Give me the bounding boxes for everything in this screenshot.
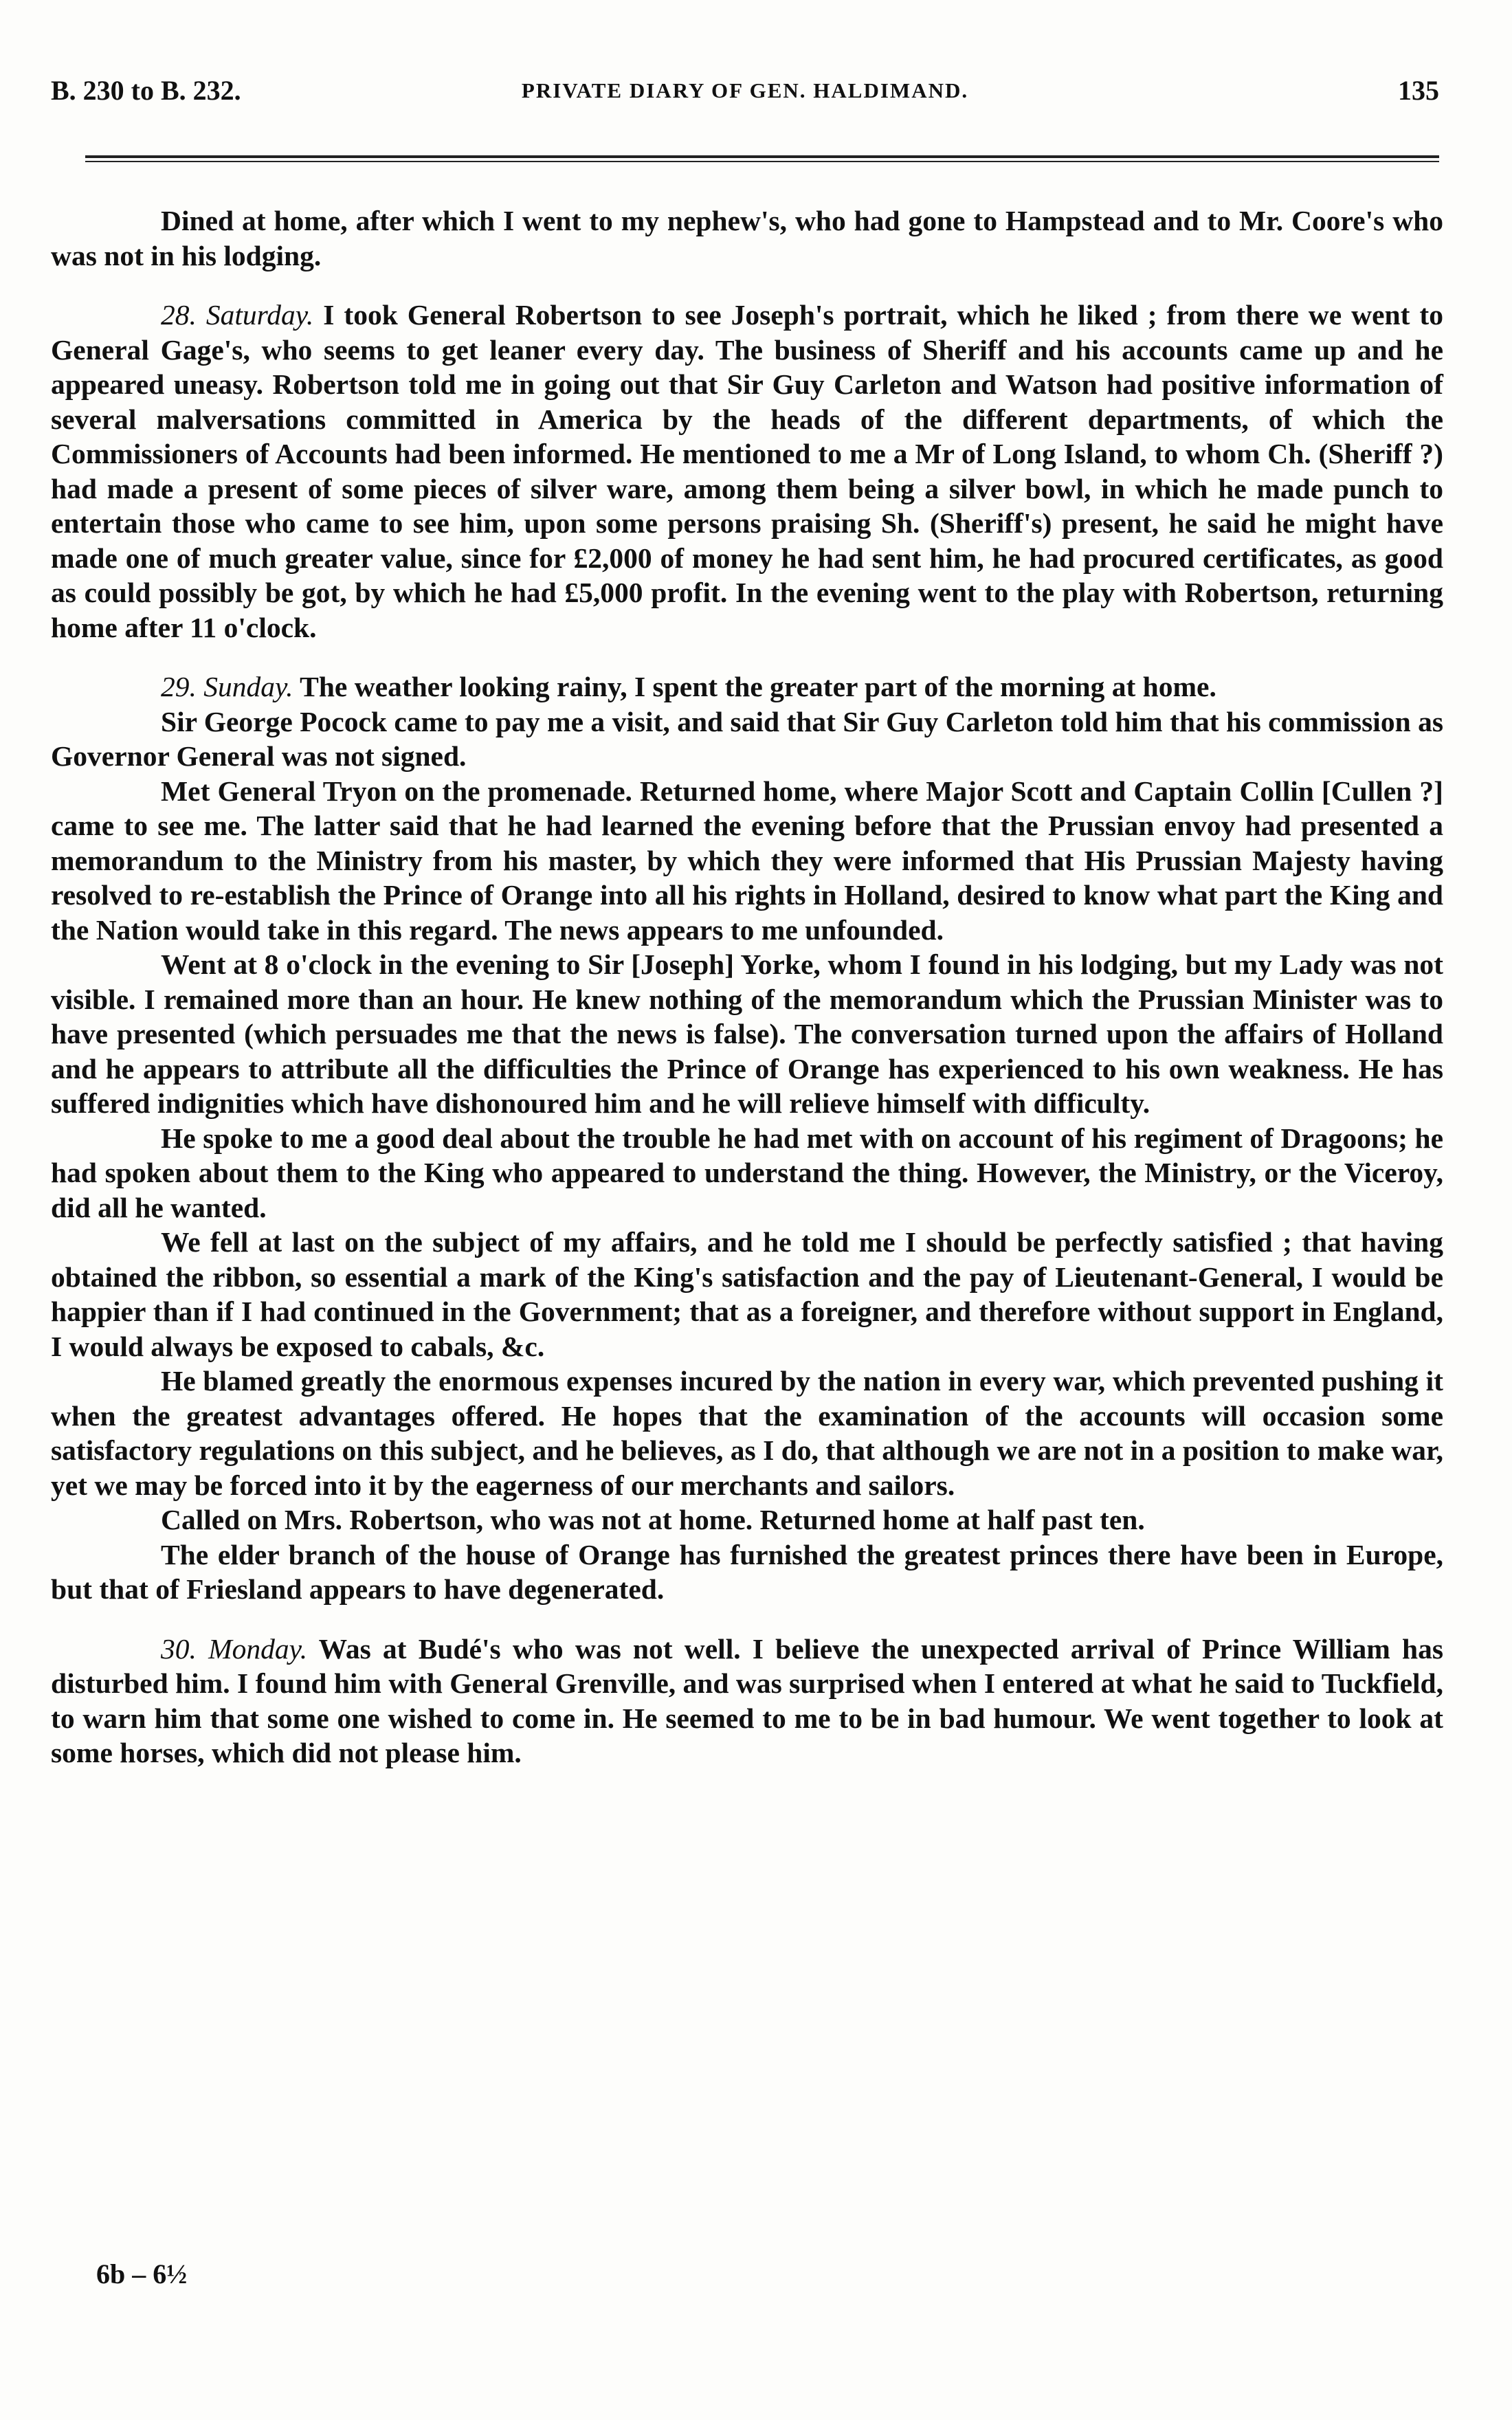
paragraph-text: Sir George Pocock came to pay me a visit, and said that Sir Guy Carleton told him that his commission as Governor General was not signed. xyxy=(51,705,1443,772)
page-header xyxy=(51,74,1439,115)
paragraph xyxy=(51,947,1443,1121)
entry-date: 29. Sunday. xyxy=(161,671,293,702)
paragraph xyxy=(51,1225,1443,1364)
paragraph-text: Dined at home, after which I went to my nephew's, who had gone to Hampstead and to Mr. Coore's who was not in his lodging. xyxy=(51,205,1443,271)
paragraph-text: The elder branch of the house of Orange has furnished the greatest princes there have been in Europe, but that of Friesland appears to have degenerated. xyxy=(51,1538,1443,1605)
paragraph-text: Went at 8 o'clock in the evening to Sir [Joseph] Yorke, whom I found in his lodging, but my Lady was not visible. I remained more than an hour. He knew nothing of the memorandum which the Prussian Minister was to have presented (which persuades me that the news is false). The conversation turned upon the affairs of Holland and he appears to attribute all the difficulties the Prince of Orange has experienced to his own weakness. He has suffered indignities which have dishonoured him and he will relieve himself with difficulty. xyxy=(51,948,1443,1119)
header-rule-thin xyxy=(85,161,1439,162)
paragraph-text: The weather looking rainy, I spent the greater part of the morning at home. xyxy=(293,671,1216,702)
paragraph-text: Met General Tryon on the promenade. Returned home, where Major Scott and Captain Collin [Cullen ?] came to see me. The latter said that he had learned the evening before that the Prussian envoy had presented a memorandum to the Ministry from his master, by which they were informed that His Prussian Majesty having resolved to re-establish the Prince of Orange into all his rights in Holland, desired to know what part the King and the Nation would take in this regard. The news appears to me unfounded. xyxy=(51,775,1443,946)
paragraph xyxy=(51,1364,1443,1502)
header-range: B. 230 to B. 232. xyxy=(51,75,241,106)
diary-body xyxy=(51,203,1443,1770)
page-number: 135 xyxy=(1398,75,1439,106)
header-title: PRIVATE DIARY OF GEN. HALDIMAND. xyxy=(521,78,969,102)
paragraph xyxy=(51,203,1443,273)
paragraph-text: I took General Robertson to see Joseph's portrait, which he liked ; from there we went to General Gage's, who seems to get leaner every day. The business of Sheriff and his accounts came up and he appeared uneasy. Robertson told me in going out that Sir Guy Carleton and Watson had positive information of several malversations committed in America by the heads of the different departments, of which the Commissioners of Accounts had been informed. He mentioned to me a Mr of Long Island, to whom Ch. (Sheriff ?) had made a present of some pieces of silver ware, among them being a silver bowl, in which he made punch to entertain those who came to see him, upon some persons praising Sh. (Sheriff's) present, he said he might have made one of much greater value, since for £2,000 of money he had sent him, he had procured certificates, as good as could possibly be got, by which he had £5,000 profit. In the evening went to the play with Robertson, returning home after 11 o'clock. xyxy=(51,299,1443,643)
paragraph-text: Was at Budé's who was not well. I believe the unexpected arrival of Prince William has disturbed him. I found him with General Grenville, and was surprised when I entered at what he said to Tuckfield, to warn him that some one wished to come in. He seemed to me to be in bad humour. We went together to look at some horses, which did not please him. xyxy=(51,1632,1443,1768)
entry-date: 28. Saturday. xyxy=(161,299,314,331)
header-rule-thick xyxy=(85,155,1439,158)
header-rule xyxy=(85,155,1439,162)
paragraph xyxy=(51,1502,1443,1538)
paragraph-text: He spoke to me a good deal about the trouble he had met with on account of his regiment of Dragoons; he had spoken about them to the King who appeared to understand the thing. However, the Ministry, or the Viceroy, did all he wanted. xyxy=(51,1122,1443,1223)
paragraph xyxy=(51,298,1443,645)
paragraph xyxy=(51,669,1443,704)
paragraph-text: Called on Mrs. Robertson, who was not at home. Returned home at half past ten. xyxy=(161,1504,1145,1535)
paragraph xyxy=(51,704,1443,774)
paragraph xyxy=(51,1632,1443,1770)
paragraph-text: We fell at last on the subject of my affairs, and he told me I should be perfectly satisfied ; that having obtained the ribbon, so essential a mark of the King's satisfaction and the pay of Lieutenant-General, I would be happier than if I had continued in the Government; that as a foreigner, and therefore without support in England, I would always be exposed to cabals, &c. xyxy=(51,1226,1443,1362)
paragraph xyxy=(51,774,1443,948)
paragraph xyxy=(51,1121,1443,1225)
paragraph xyxy=(51,1538,1443,1607)
paragraph-text: He blamed greatly the enormous expenses incured by the nation in every war, which prevented pushing it when the greatest advantages offered. He hopes that the examination of the accounts will occasion some satisfactory regulations on this subject, and he believes, as I do, that although we are not in a position to make war, yet we may be forced into it by the eagerness of our merchants and sailors. xyxy=(51,1365,1443,1501)
signature-mark: 6b – 6½ xyxy=(96,2258,188,2289)
entry-date: 30. Monday. xyxy=(161,1632,308,1665)
